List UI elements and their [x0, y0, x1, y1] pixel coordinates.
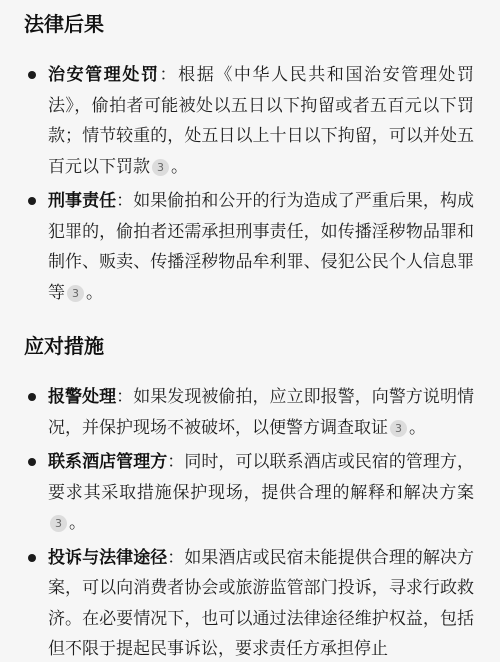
bullet-icon	[28, 554, 36, 562]
citation-badge[interactable]: 3	[390, 420, 407, 437]
list-item-term: 联系酒店管理方	[48, 452, 168, 472]
list-item-term: 报警处理	[48, 387, 117, 407]
bullet-list	[24, 382, 474, 662]
list-item-tail: 。	[69, 513, 86, 533]
list-item-text: ：如果发现被偷拍，应立即报警，向警方说明情况，并保护现场不被破坏，以便警方调查取证	[48, 387, 475, 438]
section-heading: 应对措施	[24, 334, 104, 358]
list-item-tail: 。	[86, 282, 103, 303]
section-countermeasures	[24, 332, 474, 662]
bullet-list	[24, 60, 474, 308]
list-item-text: ：同时，可以联系酒店或民宿的管理方，要求其采取措施保护现场，提供合理的解释和解决方案	[48, 452, 475, 503]
citation-badge[interactable]: 3	[152, 159, 169, 176]
bullet-icon	[28, 197, 36, 205]
list-item-text: ：如果酒店或民宿未能提供合理的解决方案，可以向消费者协会或旅游监管部门投诉，寻求行政救济。在必要情况下，也可以通过法律途径维护权益，包括但不限于提起民事诉讼，要求责任方承担停止	[48, 547, 475, 659]
list-item	[24, 382, 474, 443]
citation-badge[interactable]: 3	[50, 515, 67, 532]
list-item	[24, 543, 474, 662]
bullet-icon	[28, 71, 36, 79]
list-item-term: 治安管理处罚	[48, 65, 160, 85]
list-item-term: 投诉与法律途径	[48, 547, 168, 568]
list-item-text: ：如果偷拍和公开的行为造成了严重后果，构成犯罪的，偷拍者还需承担刑事责任，如传播淫秽物品罪和制作、贩卖、传播淫秽物品牟利罪、侵犯公民个人信息罪等	[48, 191, 475, 303]
list-item-tail: 。	[409, 417, 426, 438]
section-legal-consequences	[24, 10, 474, 308]
bullet-icon	[28, 458, 36, 466]
section-heading: 法律后果	[24, 12, 104, 36]
bullet-icon	[28, 393, 36, 401]
list-item-term: 刑事责任	[48, 191, 117, 211]
list-item	[24, 447, 474, 539]
list-item	[24, 60, 474, 182]
list-item-tail: 。	[171, 156, 188, 177]
list-item	[24, 186, 474, 308]
list-item-text: ：根据《中华人民共和国治安管理处罚法》，偷拍者可能被处以五日以下拘留或者五百元以下罚款；情节较重的，处五日以上十日以下拘留，可以并处五百元以下罚款	[48, 65, 475, 177]
citation-badge[interactable]: 3	[67, 285, 84, 302]
